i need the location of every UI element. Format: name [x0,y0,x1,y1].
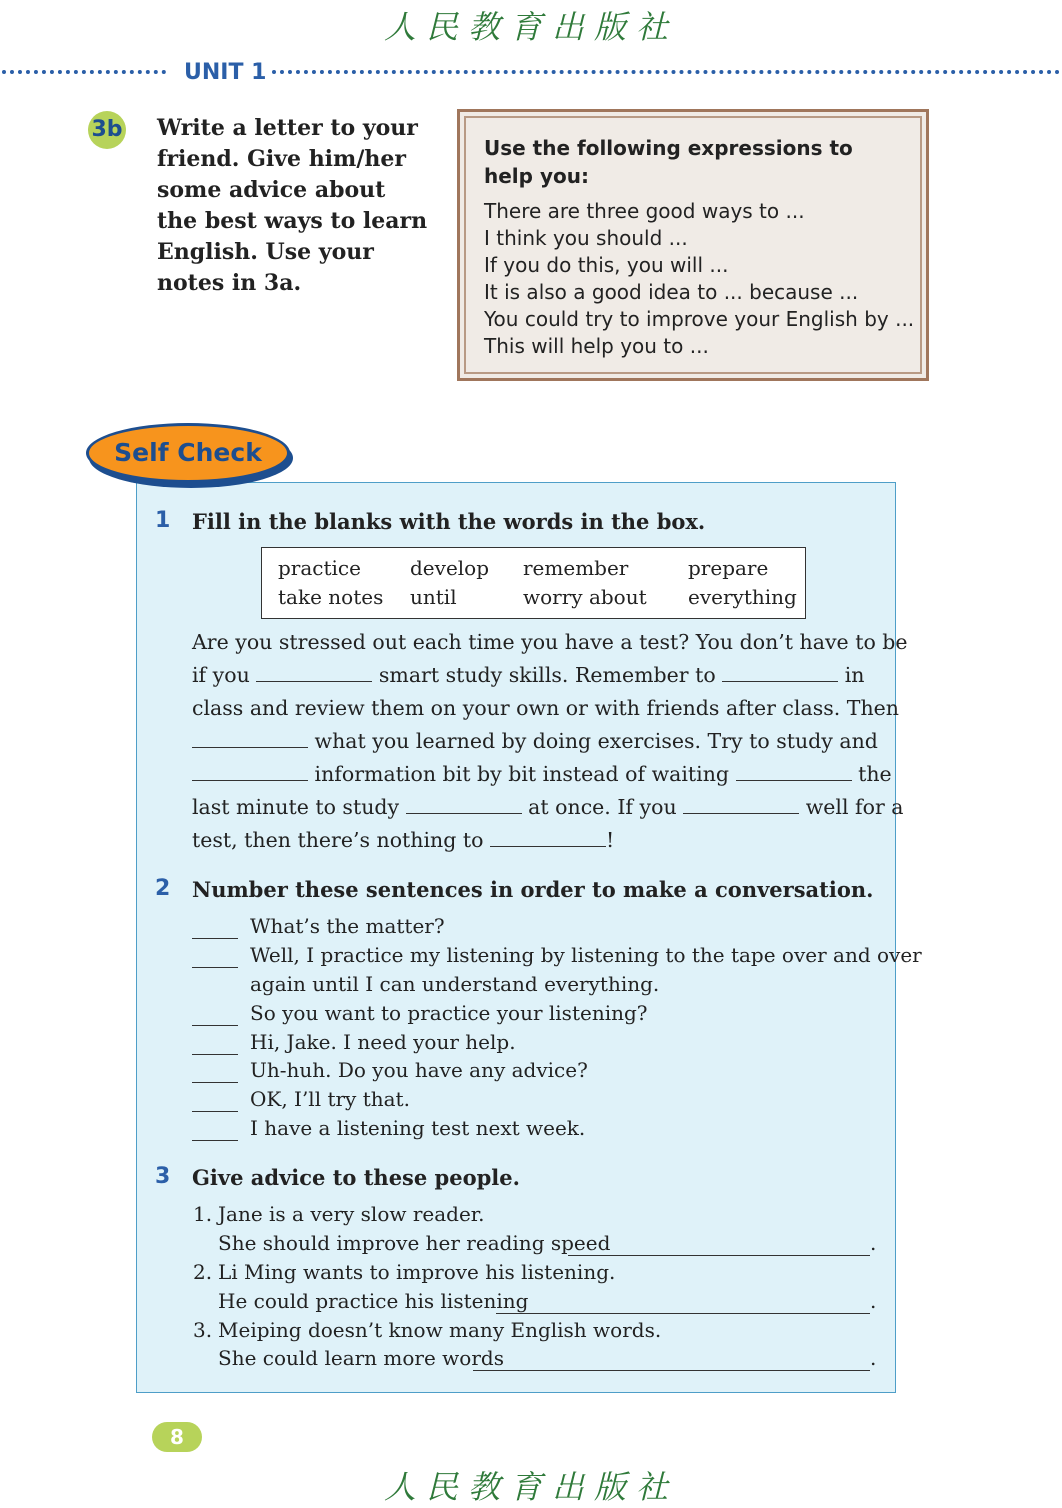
fill-blank[interactable] [683,795,799,814]
word-item: practice [278,556,361,580]
publisher-footer: 人民教育出版社 [383,1468,678,1506]
q3-number: 3 [155,1164,171,1189]
conversation-sentence: Hi, Jake. I need your help. [250,1030,516,1054]
q1-text: Are you stressed out each time you have a test? You don’t have to be [192,630,908,654]
order-blank[interactable] [192,938,238,939]
q1-text: ! [606,828,615,852]
conversation-sentence-cont: again until I can understand everything. [250,972,660,996]
advice-answer-line[interactable] [496,1313,870,1314]
advice-situation: Meiping doesn’t know many English words. [218,1318,662,1342]
advice-prompt: She could learn more words [218,1346,504,1370]
q1-paragraph-line [192,795,904,819]
q1-number: 1 [155,508,171,533]
q1-text: if you [192,663,250,687]
q1-paragraph-line [192,663,865,687]
dotted-rule-right [272,70,1060,74]
order-blank[interactable] [192,1111,238,1112]
advice-answer-line[interactable] [473,1370,870,1371]
q1-paragraph-line [192,729,878,753]
expressions-heading: Use the following expressions to help you: [484,136,853,188]
conversation-sentence: What’s the matter? [250,914,445,938]
expression-line: If you do this, you will ... [484,253,729,277]
page-number: 8 [152,1422,202,1452]
advice-item-number: 1. [193,1202,213,1226]
advice-period: . [870,1231,877,1255]
conversation-sentence: I have a listening test next week. [250,1116,586,1140]
order-blank[interactable] [192,967,238,968]
expression-line: It is also a good idea to ... because ... [484,280,859,304]
advice-situation: Jane is a very slow reader. [218,1202,485,1226]
q2-number: 2 [155,876,171,901]
expression-line: You could try to improve your English by ... [484,307,915,331]
word-item: develop [410,556,490,580]
word-item: worry about [523,585,647,609]
word-item: take notes [278,585,384,609]
conversation-sentence: Uh-huh. Do you have any advice? [250,1058,588,1082]
q1-text: test, then there’s nothing to [192,828,484,852]
fill-blank[interactable] [192,762,308,781]
q1-text: the [858,762,892,786]
word-item: remember [523,556,629,580]
conversation-sentence: OK, I’ll try that. [250,1087,410,1111]
advice-item-number: 3. [193,1318,213,1342]
advice-period: . [870,1346,877,1370]
q3-title: Give advice to these people. [192,1165,520,1190]
unit-header [0,60,1062,86]
order-blank[interactable] [192,1054,238,1055]
q1-text: in [844,663,865,687]
fill-blank[interactable] [192,729,308,748]
fill-blank[interactable] [722,663,838,682]
fill-blank[interactable] [256,663,372,682]
dotted-rule-left [2,70,166,74]
unit-label: UNIT 1 [184,60,267,85]
expressions-box-inner [464,116,922,374]
expression-line: There are three good ways to ... [484,199,805,223]
word-box [261,547,806,619]
q1-text: at once. If you [528,795,677,819]
order-blank[interactable] [192,1082,238,1083]
word-item: until [410,585,457,609]
advice-situation: Li Ming wants to improve his listening. [218,1260,616,1284]
q1-text: last minute to study [192,795,400,819]
conversation-sentence: Well, I practice my listening by listening to the tape over and over [250,943,922,967]
task-3b-badge: 3b [88,111,126,149]
conversation-sentence: So you want to practice your listening? [250,1001,648,1025]
q1-text: smart study skills. Remember to [378,663,716,687]
order-blank[interactable] [192,1025,238,1026]
advice-answer-line[interactable] [568,1255,870,1256]
self-check-label: Self Check [86,423,290,483]
order-blank[interactable] [192,1140,238,1141]
fill-blank[interactable] [736,762,852,781]
q2-title: Number these sentences in order to make a conversation. [192,877,874,902]
q1-title: Fill in the blanks with the words in the box. [192,509,706,534]
q1-text: what you learned by doing exercises. Try to study and [314,729,878,753]
expression-line: This will help you to ... [484,334,709,358]
q1-paragraph-line [192,828,614,852]
q1-paragraph-line [192,696,899,720]
advice-item-number: 2. [193,1260,213,1284]
expressions-box [457,109,929,381]
fill-blank[interactable] [490,828,606,847]
task-3b-instruction: Write a letter to your friend. Give him/her some advice about the best ways to learn English. Use your notes in 3a. [157,115,428,296]
publisher-header: 人民教育出版社 [383,8,678,46]
fill-blank[interactable] [406,795,522,814]
q1-text: well for a [805,795,904,819]
word-item: everything [688,585,797,609]
advice-period: . [870,1289,877,1313]
q1-text: information bit by bit instead of waiting [314,762,730,786]
advice-prompt: He could practice his listening [218,1289,529,1313]
q1-paragraph-line [192,630,908,654]
q1-paragraph-line [192,762,892,786]
q1-text: class and review them on your own or with friends after class. Then [192,696,899,720]
expression-line: I think you should ... [484,226,688,250]
word-item: prepare [688,556,769,580]
advice-prompt: She should improve her reading speed [218,1231,611,1255]
